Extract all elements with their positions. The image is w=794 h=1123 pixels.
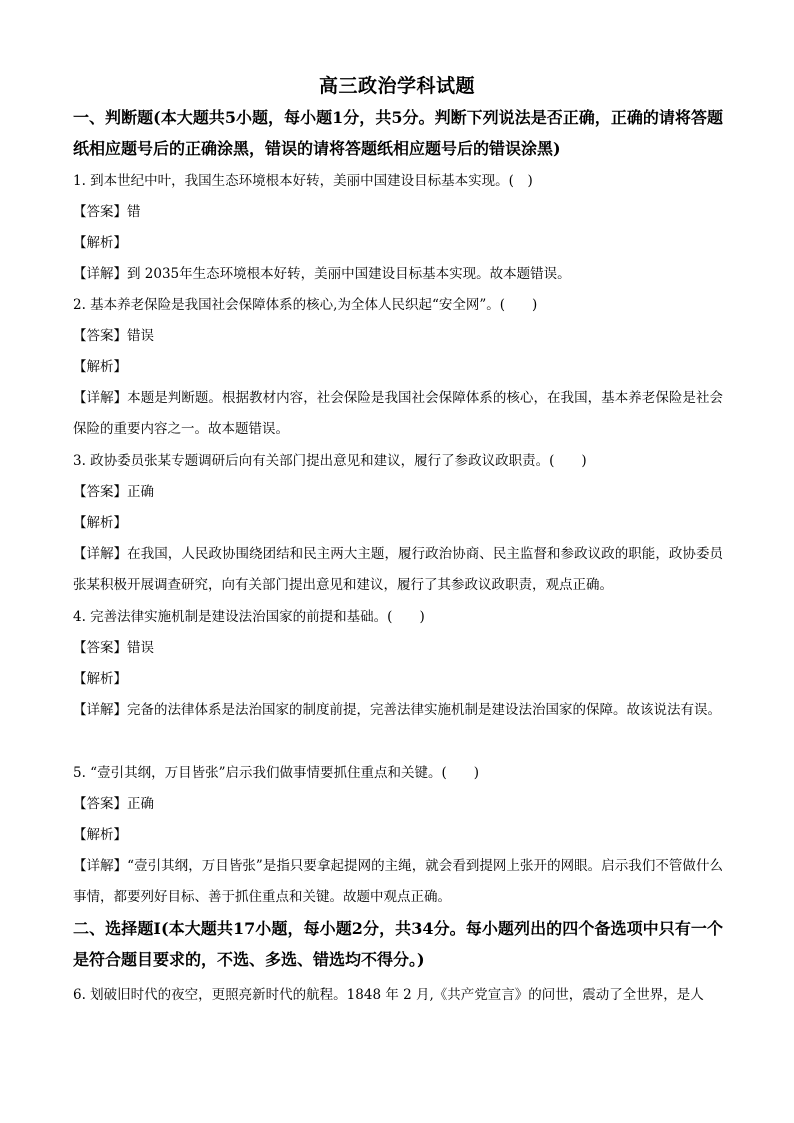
- question-5: 5. “壹引其纲，万目皆张”启示我们做事情要抓住重点和关键。( ): [73, 765, 480, 781]
- detail-1: 【详解】到 2035年生态环境根本好转，美丽中国建设目标基本实现。故本题错误。: [73, 266, 571, 282]
- detail-2: 【详解】本题是判断题。根据教材内容，社会保险是我国社会保障体系的核心，在我国，基本养老保险是社会保险的重要内容之一。故本题错误。: [73, 390, 723, 437]
- answer-3: 【答案】正确: [73, 484, 154, 500]
- answer-1: 【答案】错: [73, 204, 141, 220]
- answer-5: 【答案】正确: [73, 796, 154, 812]
- detail-3: 【详解】在我国，人民政协围绕团结和民主两大主题，履行政治协商、民主监督和参政议政的职能，政协委员张某积极开展调查研究，向有关部门提出意见和建议，履行了其参政议政职责，观点正确。: [73, 546, 723, 593]
- question-2: 2. 基本养老保险是我国社会保障体系的核心,为全体人民织起“安全网”。( ): [73, 297, 538, 313]
- answer-4: 【答案】错误: [73, 640, 154, 656]
- detail-5: 【详解】“壹引其纲，万目皆张”是指只要拿起提网的主绳，就会看到提网上张开的网眼。启示我们不管做什么事情，都要列好目标、善于抓住重点和关键。故题中观点正确。: [73, 858, 723, 905]
- question-1: 1. 到本世纪中叶，我国生态环境根本好转，美丽中国建设目标基本实现。( ): [73, 173, 533, 189]
- question-3: 3. 政协委员张某专题调研后向有关部门提出意见和建议，履行了参政议政职责。( ): [73, 453, 587, 469]
- analysis-4: 【解析】: [73, 671, 127, 687]
- section-heading-judgment: 一、判断题(本大题共5小题，每小题1分，共5分。判断下列说法是否正确，正确的请将答题纸相应题号后的正确涂黑，错误的请将答题纸相应题号后的错误涂黑): [73, 108, 723, 158]
- detail-4: 【详解】完备的法律体系是法治国家的制度前提，完善法律实施机制是建设法治国家的保障。故该说法有误。: [73, 702, 721, 718]
- analysis-2: 【解析】: [73, 359, 127, 375]
- page-title: 高三政治学科试题: [318, 75, 475, 97]
- answer-2: 【答案】错误: [73, 328, 154, 344]
- question-6: 6. 划破旧时代的夜空，更照亮新时代的航程。1848 年 2 月,《共产党宣言》的问世，震动了全世界，是人: [73, 987, 704, 1003]
- analysis-1: 【解析】: [73, 235, 127, 251]
- section-heading-choice: 二、选择题Ⅰ(本大题共17小题，每小题2分，共34分。每小题列出的四个备选项中只有一个是符合题目要求的，不选、多选、错选均不得分。): [73, 919, 723, 969]
- analysis-3: 【解析】: [73, 515, 127, 531]
- question-4: 4. 完善法律实施机制是建设法治国家的前提和基础。( ): [73, 609, 425, 625]
- analysis-5: 【解析】: [73, 827, 127, 843]
